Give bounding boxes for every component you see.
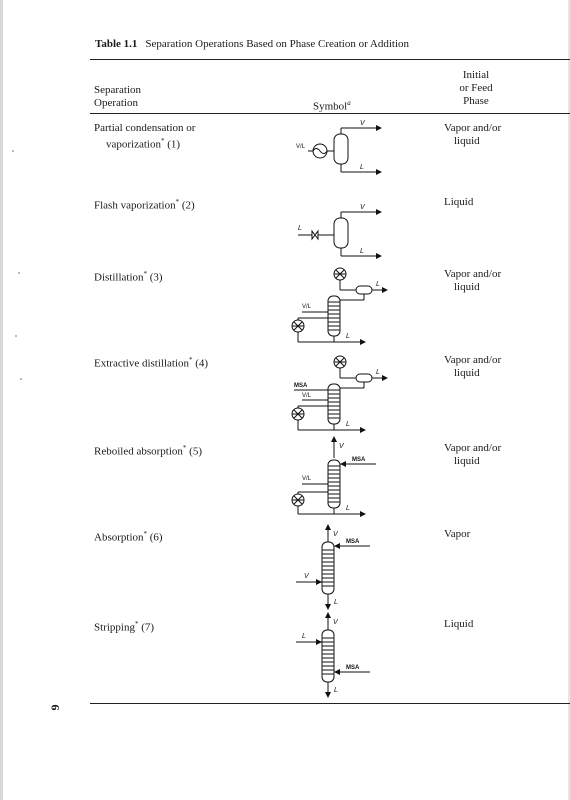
header-phase-line1: Initial xyxy=(462,69,490,81)
operation-ref: (5) xyxy=(189,445,202,458)
phase-distillation xyxy=(444,268,501,294)
symbol-label-l: L xyxy=(360,248,364,255)
operation-name: Flash vaporization xyxy=(94,199,176,212)
symbol-label-l: L xyxy=(376,281,380,288)
symbol-label-msa: MSA xyxy=(346,539,360,545)
operation-name: Absorption xyxy=(94,531,144,544)
symbol-label-msa: MSA xyxy=(346,665,360,671)
operation-ref: (6) xyxy=(149,531,163,544)
symbol-label-v: V xyxy=(304,573,309,580)
phase-text-cont: liquid xyxy=(454,367,480,379)
operation-ref: (1) xyxy=(167,138,181,151)
operation-stripping xyxy=(94,618,154,635)
phase-stripping xyxy=(444,618,473,631)
operation-ref: (4) xyxy=(195,357,209,370)
operation-partial-condensation xyxy=(94,122,195,152)
flash-vaporization-symbol xyxy=(288,200,388,264)
table-header-rule xyxy=(90,113,570,114)
operation-name: Stripping xyxy=(94,621,135,634)
symbol-label-l: L xyxy=(346,505,350,512)
phase-text: Vapor and/or xyxy=(444,122,502,134)
table-top-rule xyxy=(90,59,570,60)
footnote-mark: * xyxy=(134,620,139,628)
header-operation-line1: Separation xyxy=(94,84,142,96)
symbol-label-v: V xyxy=(333,531,338,538)
table-bottom-rule xyxy=(90,703,570,704)
header-symbol xyxy=(313,97,351,114)
phase-absorption xyxy=(444,528,470,541)
scan-speck xyxy=(12,150,14,152)
phase-text: Vapor and/or xyxy=(444,442,502,454)
page-number: 6 xyxy=(48,704,63,711)
phase-text: Liquid xyxy=(444,196,474,208)
phase-extractive-distillation xyxy=(444,354,501,380)
symbol-label-l: L xyxy=(298,225,302,232)
footnote-mark: * xyxy=(175,198,180,206)
extractive-distillation-symbol xyxy=(284,350,394,436)
operation-ref: (7) xyxy=(141,621,155,634)
header-phase-line3: Phase xyxy=(463,95,489,107)
operation-name: Reboiled absorption xyxy=(94,445,183,458)
page-edge-left xyxy=(0,0,3,800)
stripping-symbol xyxy=(290,612,390,698)
table-caption xyxy=(95,38,409,50)
phase-text: Liquid xyxy=(444,618,474,630)
operation-reboiled-absorption xyxy=(94,442,202,459)
header-operation-line2: Operation xyxy=(94,97,138,109)
table-number: Table 1.1 xyxy=(95,38,138,50)
symbol-label-msa: MSA xyxy=(352,457,366,463)
phase-text: Vapor xyxy=(444,528,471,540)
absorption-symbol xyxy=(290,524,390,610)
scan-speck xyxy=(18,272,20,274)
symbol-label-l: L xyxy=(376,369,380,376)
symbol-label-l: L xyxy=(360,164,364,171)
footnote-mark: * xyxy=(160,137,165,145)
reboiled-absorption-symbol xyxy=(284,436,394,522)
scan-speck xyxy=(15,335,17,337)
operation-extractive-distillation xyxy=(94,354,208,371)
phase-flash-vaporization xyxy=(444,196,473,209)
header-symbol-footnote: a xyxy=(347,99,351,107)
header-phase xyxy=(440,69,512,108)
phase-reboiled-absorption xyxy=(444,442,501,468)
operation-absorption xyxy=(94,528,163,545)
operation-name: Distillation xyxy=(94,271,144,284)
phase-text: Vapor and/or xyxy=(444,268,502,280)
footnote-mark: * xyxy=(143,270,147,278)
operation-flash-vaporization xyxy=(94,196,195,213)
symbol-label-l: L xyxy=(302,633,306,640)
operation-name-cont: vaporization xyxy=(106,138,161,151)
phase-text-cont: liquid xyxy=(454,455,480,467)
footnote-mark: * xyxy=(143,530,147,538)
operation-distillation xyxy=(94,268,163,285)
header-symbol-text: Symbol xyxy=(313,100,348,113)
symbol-label-l: L xyxy=(346,421,350,428)
distillation-symbol xyxy=(284,262,394,348)
footnote-mark: * xyxy=(182,444,187,452)
operation-ref: (3) xyxy=(149,271,163,284)
operation-name: Extractive distillation xyxy=(94,357,190,370)
symbol-label-l: L xyxy=(334,599,338,606)
partial-condensation-symbol xyxy=(288,118,388,180)
table-title-text: Separation Operations Based on Phase Creation or Addition xyxy=(145,38,410,50)
symbol-label-v: V xyxy=(360,120,365,127)
symbol-label-msa: MSA xyxy=(294,383,308,389)
symbol-label-vl: V/L xyxy=(302,476,312,482)
phase-partial-condensation xyxy=(444,122,501,148)
phase-text: Vapor and/or xyxy=(444,354,502,366)
symbol-label-vl: V/L xyxy=(302,393,312,399)
footnote-mark: * xyxy=(189,356,193,364)
symbol-label-l: L xyxy=(346,333,350,340)
operation-ref: (2) xyxy=(181,199,195,212)
scan-speck xyxy=(20,378,22,380)
symbol-label-vl: V/L xyxy=(296,144,306,150)
symbol-label-vl: V/L xyxy=(302,304,312,310)
symbol-label-l: L xyxy=(334,687,338,694)
header-phase-line2: or Feed xyxy=(459,82,493,94)
operation-name: Partial condensation or xyxy=(94,122,196,134)
symbol-label-v: V xyxy=(333,619,338,626)
phase-text-cont: liquid xyxy=(454,281,480,293)
phase-text-cont: liquid xyxy=(454,135,480,147)
header-operation xyxy=(94,84,141,110)
symbol-label-v: V xyxy=(339,443,344,450)
symbol-label-v: V xyxy=(360,204,365,211)
